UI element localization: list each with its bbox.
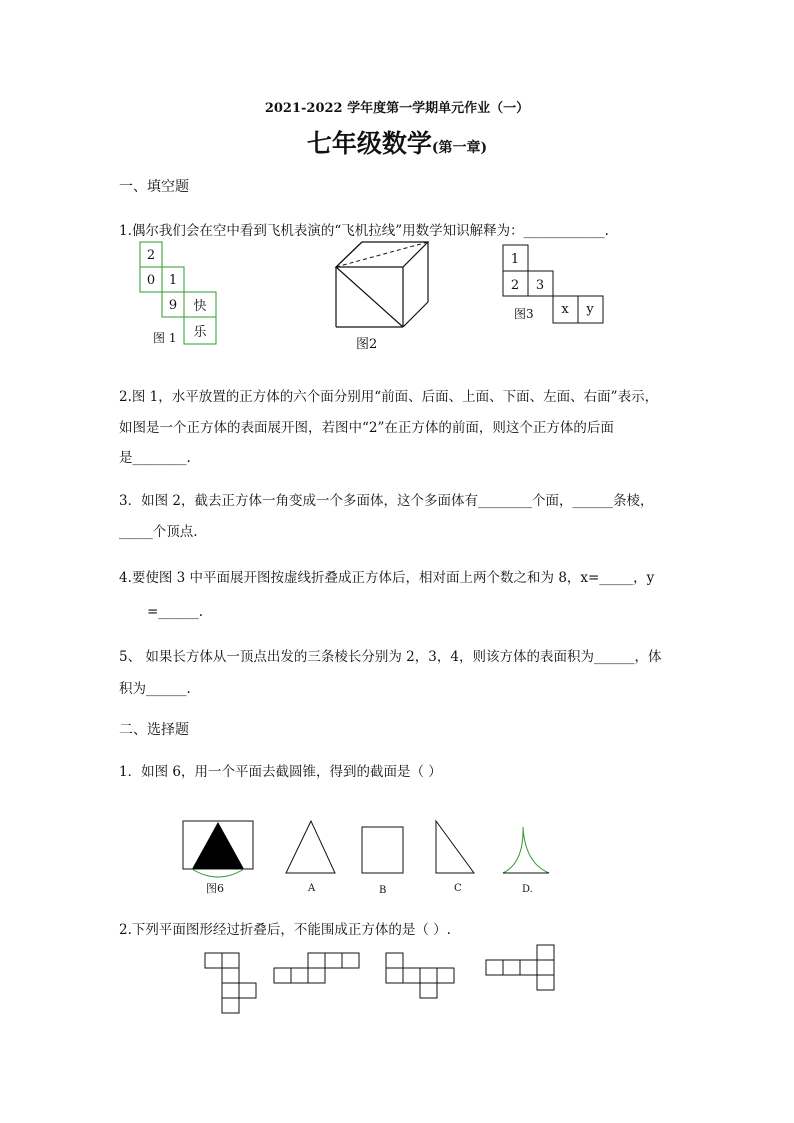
question-1-4-line1: 4.要使图 3 中平面展开图按虚线折叠成正方体后，相对面上两个数之和为 8，x=_____，y [119, 570, 655, 586]
main-title-text: 七年级数学 [306, 129, 432, 158]
option-c-label: C [454, 883, 462, 894]
question-1-4-line2: =______. [147, 604, 204, 620]
fig3-cell-1: 1 [510, 252, 520, 267]
main-title [0, 124, 794, 160]
fig1-cell-le: 乐 [193, 325, 207, 340]
option-a-triangle [286, 821, 335, 873]
section-choice-title: 二、选择题 [119, 722, 189, 738]
option-b-label: B [379, 885, 387, 896]
net-b [274, 953, 359, 983]
fig1-cell-1: 1 [168, 273, 178, 288]
question-1-5-line2: 积为______. [119, 681, 191, 697]
fig3-cell-2: 2 [510, 278, 520, 293]
fig6-cone-diagram [183, 821, 253, 895]
figure-6-row [180, 815, 560, 897]
fig3-cell-y: y [586, 302, 594, 317]
fig1-cell-2: 2 [146, 248, 156, 263]
fig1-caption: 图 1 [153, 331, 177, 345]
fig1-cell-kuai: 快 [193, 299, 207, 314]
figure-1-net [130, 238, 230, 353]
question-1-2-line3: 是________. [119, 450, 191, 466]
fig3-caption: 图3 [514, 307, 534, 321]
net-a [205, 953, 256, 1013]
option-b-rectangle [362, 827, 403, 873]
figure-3-net [495, 238, 610, 328]
option-d-curved-shape [503, 827, 549, 873]
fig1-cell-9: 9 [168, 298, 178, 313]
section-fill-title: 一、填空题 [119, 179, 189, 195]
question-1-1: 1.偶尔我们会在空中看到飞机表演的“飞机拉线”用数学知识解释为：____________. [119, 223, 609, 239]
question-1-5-line1: 5、 如果长方体从一顶点出发的三条棱长分别为 2，3，4，则该方体的表面积为______，体 [119, 649, 662, 665]
option-d-label: D. [522, 884, 533, 895]
fig3-cell-x: x [561, 302, 569, 317]
subtitle: (第一章) [431, 140, 488, 156]
figure-2-cube [330, 238, 440, 356]
question-2-1: 1．如图 6，用一个平面去截圆锥，得到的截面是（ ） [119, 764, 442, 780]
cube-nets-row [195, 945, 565, 1015]
fig6-caption: 图6 [206, 882, 224, 895]
fig3-cell-3: 3 [535, 278, 545, 293]
question-2-2: 2.下列平面图形经过折叠后，不能围成正方体的是（ ）. [119, 922, 451, 938]
fig2-caption: 图2 [356, 337, 378, 352]
net-c [386, 953, 454, 998]
option-a-label: A [308, 883, 316, 894]
net-d [486, 945, 554, 990]
question-1-3-line1: 3．如图 2，截去正方体一角变成一个多面体，这个多面体有________个面，______条棱， [119, 493, 654, 509]
question-1-3-line2: _____个顶点. [119, 524, 198, 540]
question-1-2-line1: 2.图 1，水平放置的正方体的六个面分别用“前面、后面、上面、下面、左面、右面”表示， [119, 389, 659, 405]
option-c-right-triangle [436, 821, 474, 873]
top-title: 2021-2022 学年度第一学期单元作业（一） [264, 101, 530, 116]
question-1-2-line2: 如图是一个正方体的表面展开图，若图中“2”在正方体的前面，则这个正方体的后面 [119, 420, 614, 436]
fig1-cell-0: 0 [146, 273, 156, 288]
